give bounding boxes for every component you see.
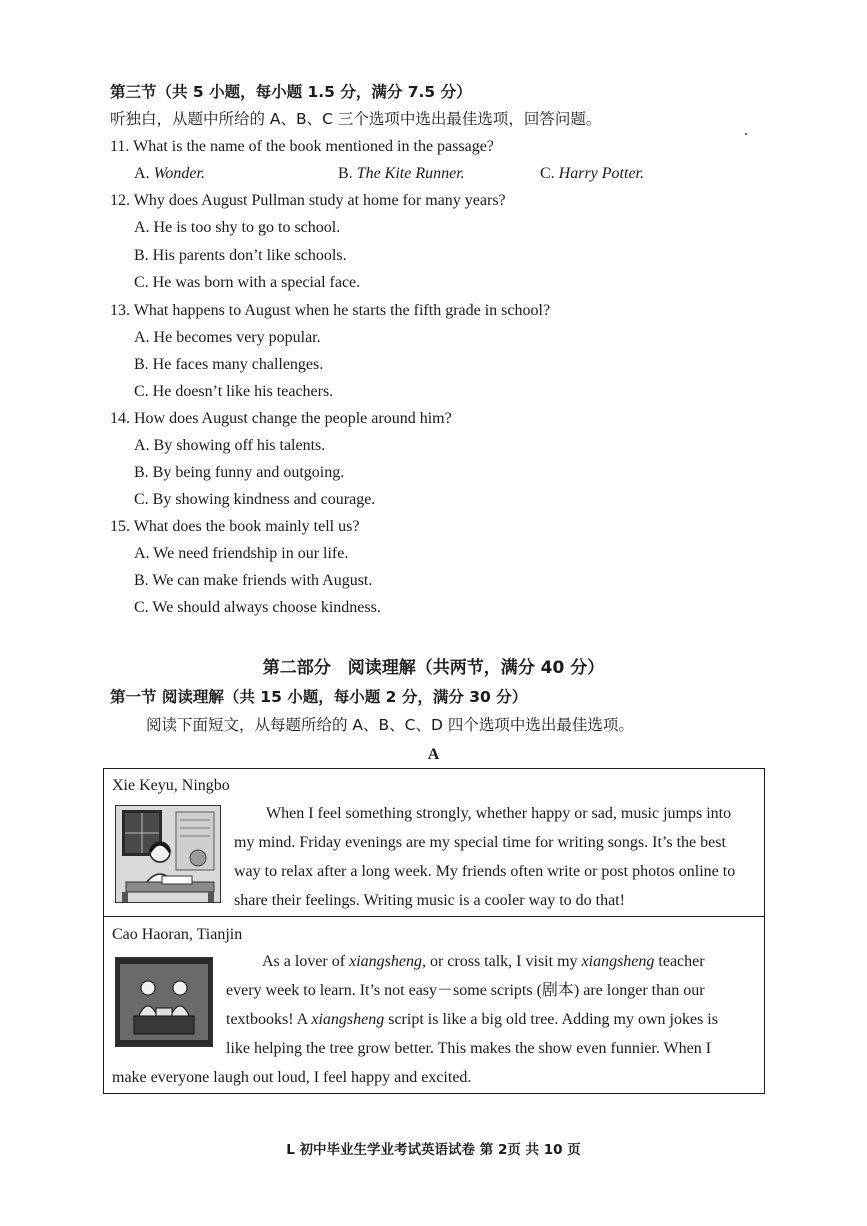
speck [745, 133, 747, 135]
question-12-stem: 12. Why does August Pullman study at home for many years? [110, 192, 506, 209]
question-13-option-a: A. He becomes very popular. [134, 329, 321, 346]
passage-label: A [427, 746, 440, 763]
passage-divider [104, 916, 764, 917]
question-13-stem: 13. What happens to August when he starts the fifth grade in school? [110, 302, 551, 319]
question-12-option-a: A. He is too shy to go to school. [134, 219, 341, 236]
question-14-option-a: A. By showing off his talents. [134, 437, 326, 454]
part2-instruction: 阅读下面短文，从每题所给的 A、B、C、D 四个选项中选出最佳选项。 [146, 716, 634, 734]
question-15-option-c: C. We should always choose kindness. [134, 599, 381, 616]
entry2-author: Cao Haoran, Tianjin [112, 926, 243, 943]
part2-section1-heading: 第一节 阅读理解（共 15 小题，每小题 2 分，满分 30 分） [110, 688, 528, 706]
question-14-option-c: C. By showing kindness and courage. [134, 491, 376, 508]
question-15-option-a: A. We need friendship in our life. [134, 545, 349, 562]
question-12-option-b: B. His parents don’t like schools. [134, 247, 347, 264]
part2-title: 第二部分 阅读理解（共两节，满分 40 分） [262, 658, 605, 678]
entry2-text: As a lover of xiangsheng, or cross talk, I visit my xiangsheng teacher every week to learn. It’s not easy－some scripts (剧本) are longer than our textbooks! A xiangsheng script is like a big old tree. Adding my own jokes is like helping the tree grow better. This makes the show even funnier. When I make everyone laugh out loud, I feel happy and excited. [112, 953, 718, 1086]
question-15-stem: 15. What does the book mainly tell us? [110, 518, 360, 535]
entry1-author: Xie Keyu, Ningbo [112, 777, 230, 794]
question-12-option-c: C. He was born with a special face. [134, 274, 361, 291]
question-14-option-b: B. By being funny and outgoing. [134, 464, 345, 481]
question-11-option-a: A. Wonder. [134, 165, 205, 182]
section3-heading: 第三节（共 5 小题，每小题 1.5 分，满分 7.5 分） [110, 83, 472, 101]
page-footer: L 初中毕业生学业考试英语试卷 第 2页 共 10 页 [286, 1142, 581, 1158]
question-11-stem: 11. What is the name of the book mentioned in the passage? [110, 138, 494, 155]
illustration-songwriter [115, 805, 221, 903]
question-15-option-b: B. We can make friends with August. [134, 572, 373, 589]
passage-box [103, 768, 765, 1094]
question-14-stem: 14. How does August change the people around him? [110, 410, 452, 427]
entry1-text: When I feel something strongly, whether happy or sad, music jumps into my mind. Friday evenings are my special time for writing songs. It’s the best way to relax after a long week. My friends often write or post photos online to share their feelings. Writing music is a cooler way to do that! [234, 805, 736, 909]
question-11-option-c: C. Harry Potter. [540, 165, 644, 182]
question-13-option-c: C. He doesn’t like his teachers. [134, 383, 334, 400]
question-11-option-b: B. The Kite Runner. [338, 165, 465, 182]
question-13-option-b: B. He faces many challenges. [134, 356, 324, 373]
section3-instruction: 听独白，从题中所给的 A、B、C 三个选项中选出最佳选项，回答问题。 [110, 110, 602, 128]
